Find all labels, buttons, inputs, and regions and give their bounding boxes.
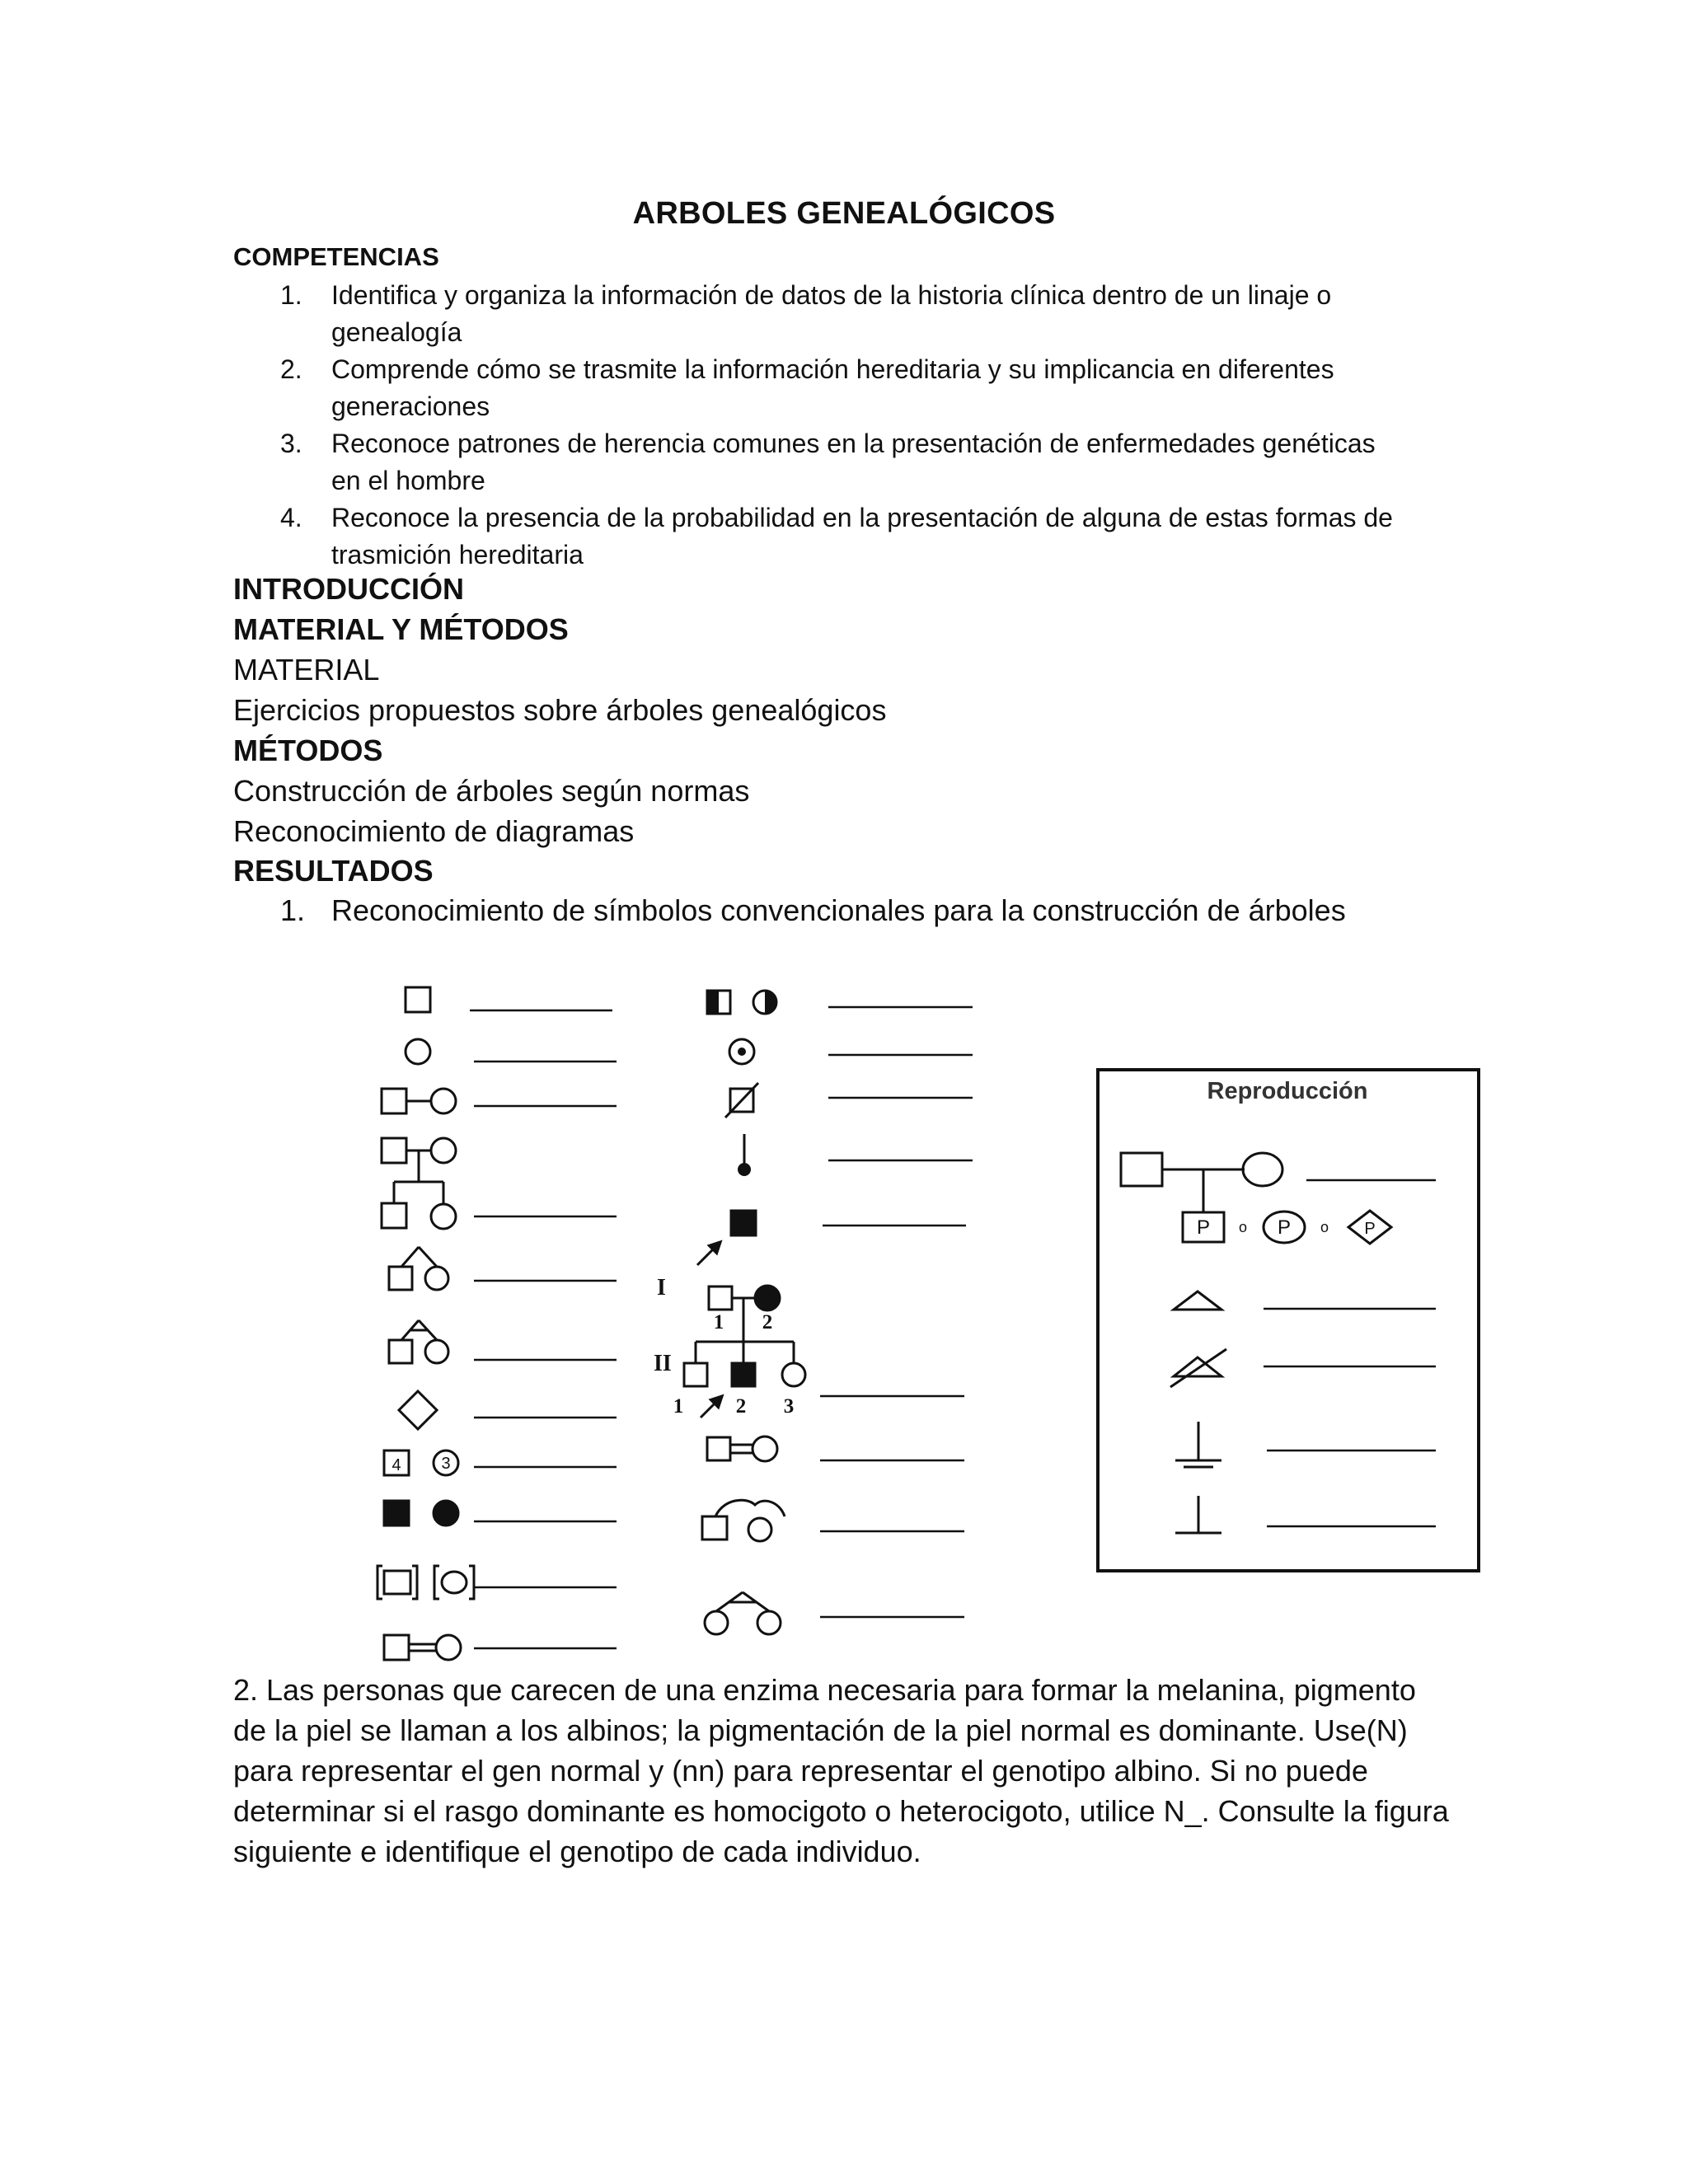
competencias-heading: COMPETENCIAS: [233, 242, 439, 271]
individual-number: 1: [673, 1395, 684, 1418]
list-item-text-cont: en el hombre: [331, 466, 485, 495]
list-item-number: 2.: [280, 354, 302, 384]
mating-symbol: [382, 1089, 456, 1113]
no-offspring-mating-symbol: [707, 1436, 777, 1461]
affected-individuals-symbol: [384, 1501, 458, 1526]
separator-text: o: [1238, 1219, 1248, 1235]
fraternal-twins-symbol: [389, 1247, 448, 1290]
identical-twins-symbol: [389, 1320, 448, 1363]
list-item-text-cont: trasmición hereditaria: [331, 540, 584, 569]
generation-label: I: [657, 1275, 666, 1301]
adopted-individuals-symbol: [377, 1566, 474, 1599]
page-title: ARBOLES GENEALÓGICOS: [632, 196, 1056, 231]
deceased-symbol: [725, 1083, 758, 1118]
metodos-heading: MÉTODOS: [233, 733, 383, 767]
individual-number: 1: [713, 1311, 724, 1333]
metodo-2-text: Reconocimiento de diagramas: [233, 814, 635, 848]
list-item-text: Reconoce la presencia de la probabilidad en la presentación de alguna de estas formas de: [331, 503, 1393, 532]
no-children-by-choice-symbol: [1175, 1496, 1221, 1533]
list-item-text-cont: genealogía: [331, 317, 462, 347]
material-text: Ejercicios propuestos sobre árboles genealógicos: [233, 693, 887, 727]
material-label: MATERIAL: [233, 653, 380, 687]
list-item-number: 4.: [280, 503, 302, 532]
resultados-item-text: Reconocimiento de símbolos convencionales para la construcción de árboles: [331, 893, 1346, 927]
twins-unknown-zygosity-symbol: [702, 1500, 785, 1541]
unknown-sex-symbol: [399, 1391, 437, 1429]
introduccion-heading: INTRODUCCIÓN: [233, 572, 464, 606]
pregnancy-letter: P: [1277, 1216, 1292, 1239]
reproduccion-box: [1098, 1070, 1479, 1571]
material-metodos-heading: MATERIAL Y MÉTODOS: [233, 612, 569, 646]
metodo-1-text: Construcción de árboles según normas: [233, 774, 750, 808]
reproduccion-title: Reproducción: [1207, 1078, 1368, 1104]
question-2-text: 2. Las personas que carecen de una enzima necesaria para formar la melanina, pigmento de la piel se llaman a los albinos; la pigmentación de la piel normal es dominante. Use(N) para representar el gen normal y (nn) para representar el genotipo albino. Si no puede determinar si el rasgo dominante es homocigoto o heterocigoto, utilice N_. Consulte la figura siguiente e identifique el genotipo de cada individuo.: [233, 1673, 1449, 1868]
individual-number: 2: [735, 1395, 747, 1418]
assisted-reproduction-symbol: [1121, 1153, 1391, 1244]
twin-females-symbol: [705, 1592, 781, 1634]
list-item-text: Comprende cómo se trasmite la información hereditaria y su implicancia en diferentes: [331, 354, 1334, 384]
separator-text: o: [1320, 1219, 1329, 1235]
female-symbol: [406, 1039, 430, 1064]
pregnancy-loss-symbol: [1174, 1291, 1221, 1310]
infertility-symbol: [1175, 1422, 1221, 1467]
x-linked-carrier-symbol: [729, 1039, 754, 1064]
pregnancy-letter: P: [1196, 1216, 1211, 1239]
list-item-text: Reconoce patrones de herencia comunes en la presentación de enfermedades genéticas: [331, 429, 1376, 458]
list-item-text-cont: generaciones: [331, 391, 490, 421]
pregnancy-letter: P: [1364, 1220, 1376, 1238]
numbered-circle-label: 3: [441, 1455, 451, 1473]
individual-number: 3: [783, 1395, 795, 1418]
list-item-number: 1.: [280, 280, 302, 310]
male-symbol: [406, 987, 430, 1012]
consanguineous-mating-symbol: [384, 1635, 461, 1660]
generation-label: II: [654, 1351, 672, 1376]
stillbirth-symbol: [738, 1134, 751, 1176]
individual-number: 2: [762, 1311, 773, 1333]
numbered-square-label: 4: [392, 1456, 401, 1474]
list-item-text: Identifica y organiza la información de datos de la historia clínica dentro de un linaje o: [331, 280, 1332, 310]
terminated-pregnancy-symbol: [1170, 1349, 1226, 1387]
resultados-item-number: 1.: [280, 893, 306, 927]
proband-symbol: [697, 1211, 756, 1265]
parents-offspring-symbol: [382, 1138, 456, 1229]
list-item-number: 3.: [280, 429, 302, 458]
resultados-heading: RESULTADOS: [233, 854, 434, 888]
heterozygous-carrier-symbol: [707, 991, 776, 1014]
